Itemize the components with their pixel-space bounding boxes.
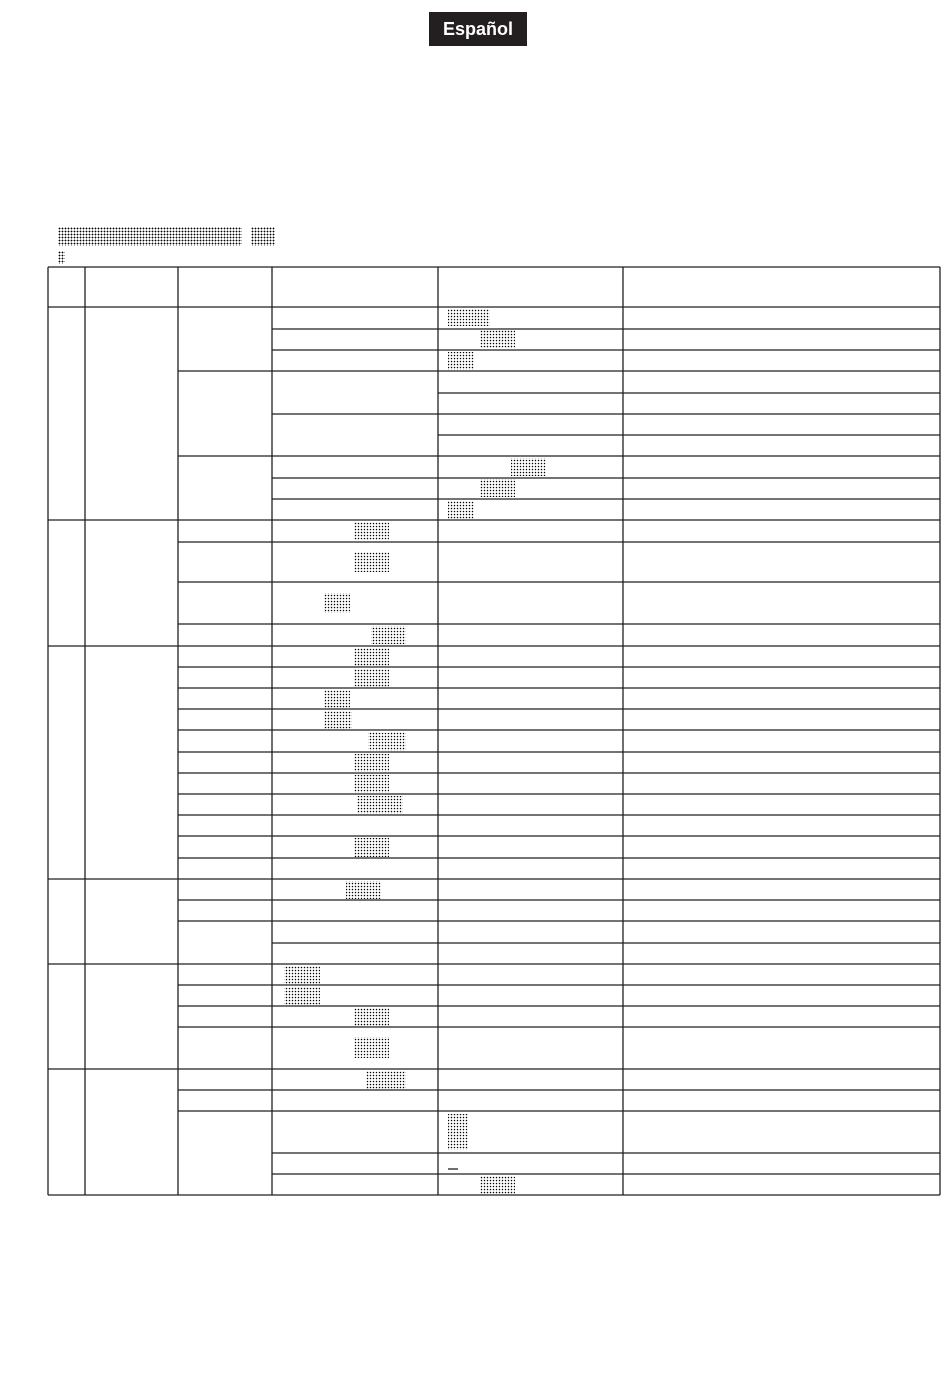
placeholder-mark-20 — [284, 966, 320, 984]
placeholder-mark-16 — [354, 775, 389, 793]
placeholder-mark-11 — [354, 669, 389, 687]
placeholder-mark-8 — [324, 593, 350, 613]
placeholder-mark-7 — [354, 552, 389, 572]
placeholder-mark-23 — [354, 1037, 389, 1058]
placeholder-mark-2 — [448, 352, 474, 370]
placeholder-mark-17 — [357, 796, 403, 814]
placeholder-mark-19 — [346, 881, 381, 899]
placeholder-mark-25 — [448, 1114, 468, 1150]
placeholder-mark-4 — [480, 479, 515, 497]
language-badge: Español — [429, 12, 527, 46]
placeholder-mark-0 — [448, 309, 490, 326]
placeholder-mark-21 — [284, 987, 320, 1005]
placeholder-mark-3 — [511, 458, 546, 476]
placeholder-mark-26 — [480, 1176, 515, 1194]
placeholder-mark-24 — [366, 1071, 406, 1089]
placeholder-mark-18 — [354, 838, 389, 857]
placeholder-mark-6 — [354, 522, 389, 540]
placeholder-mark-15 — [354, 754, 389, 772]
placeholder-mark-1 — [480, 330, 515, 348]
placeholder-mark-13 — [324, 711, 352, 729]
table-grid-lines — [48, 267, 940, 1195]
placeholder-mark-5 — [448, 501, 474, 519]
placeholder-mark-12 — [324, 690, 350, 708]
placeholder-mark-10 — [354, 648, 389, 666]
placeholder-mark-9 — [371, 626, 406, 644]
placeholder-mark-14 — [368, 732, 406, 751]
placeholder-mark-22 — [354, 1008, 389, 1026]
